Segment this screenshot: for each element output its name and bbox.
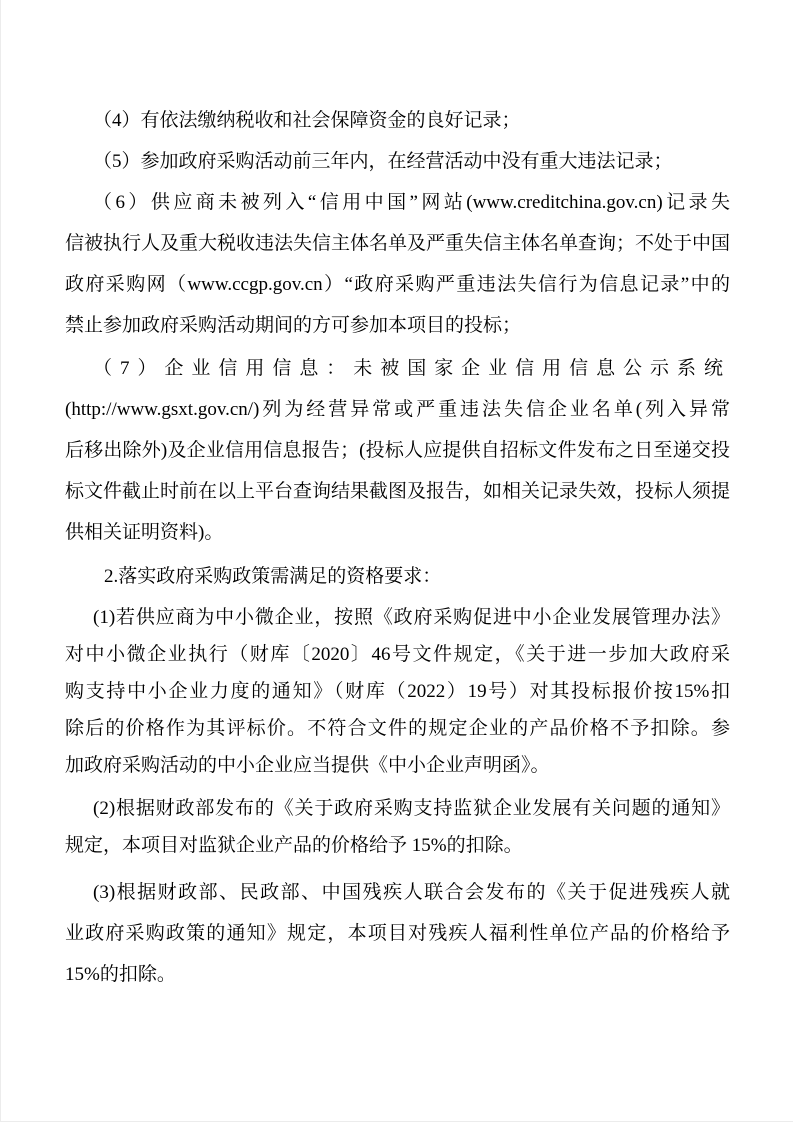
text-line: (1)若供应商为中小微企业，按照《政府采购促进中小企业发展管理办法》 [93, 607, 730, 628]
text-line: 15%的扣除。 [65, 964, 176, 985]
text-line: 除后的价格作为其评标价。不符合文件的规定企业的产品价格不予扣除。参 [65, 718, 730, 739]
text-line: （4）有依法缴纳税收和社会保障资金的良好记录； [93, 110, 521, 131]
text-line: (2)根据财政部发布的《关于政府采购支持监狱企业发展有关问题的通知》 [93, 798, 730, 819]
text-line: （7）企业信用信息：未被国家企业信用信息公示系统 [93, 358, 730, 379]
text-line: 加政府采购活动的中小企业应当提供《中小企业声明函》。 [65, 755, 550, 776]
text-line: 信被执行人及重大税收违法失信主体名单及严重失信主体名单查询；不处于中国 [65, 233, 731, 254]
paragraph-item-4 [65, 100, 730, 141]
text-line: (3)根据财政部、民政部、中国残疾人联合会发布的《关于促进残疾人就 [93, 882, 730, 903]
text-line: 业政府采购政策的通知》规定，本项目对残疾人福利性单位产品的价格给予 [65, 923, 730, 944]
paragraph-policy-2 [65, 790, 730, 864]
text-line: 规定，本项目对监狱企业产品的价格给予 15%的扣除。 [65, 835, 523, 856]
paragraph-policy-3 [65, 872, 730, 995]
paragraph-item-7 [65, 348, 730, 553]
paragraph-policy-1 [65, 599, 730, 784]
paragraph-section-2-heading [65, 556, 730, 597]
text-line: 对中小微企业执行（财库〔2020〕46号文件规定，《关于进一步加大政府采 [65, 644, 730, 665]
text-line: 禁止参加政府采购活动期间的方可参加本项目的投标； [65, 315, 522, 336]
paragraph-item-5 [65, 141, 730, 182]
text-line: 政府采购网（www.ccgp.gov.cn）“政府采购严重违法失信行为信息记录”中的 [65, 274, 730, 295]
text-line: 2.落实政府采购政策需满足的资格要求： [104, 566, 442, 587]
text-line: 标文件截止时前在以上平台查询结果截图及报告，如相关记录失效，投标人须提 [65, 481, 731, 502]
paragraph-item-6 [65, 182, 730, 346]
text-line: （6）供应商未被列入“信用中国”网站(www.creditchina.gov.cn)记录失 [93, 192, 730, 213]
text-line: 供相关证明资料)。 [65, 522, 224, 543]
text-line: （5）参加政府采购活动前三年内，在经营活动中没有重大违法记录； [93, 151, 673, 172]
text-line: 购支持中小企业力度的通知》（财库（2022）19号）对其投标报价按15%扣 [65, 681, 730, 702]
text-line: 后移出除外)及企业信用信息报告；(投标人应提供自招标文件发布之日至递交投 [65, 440, 730, 461]
text-line: (http://www.gsxt.gov.cn/)列为经营异常或严重违法失信企业名单(列入异常 [65, 399, 730, 420]
